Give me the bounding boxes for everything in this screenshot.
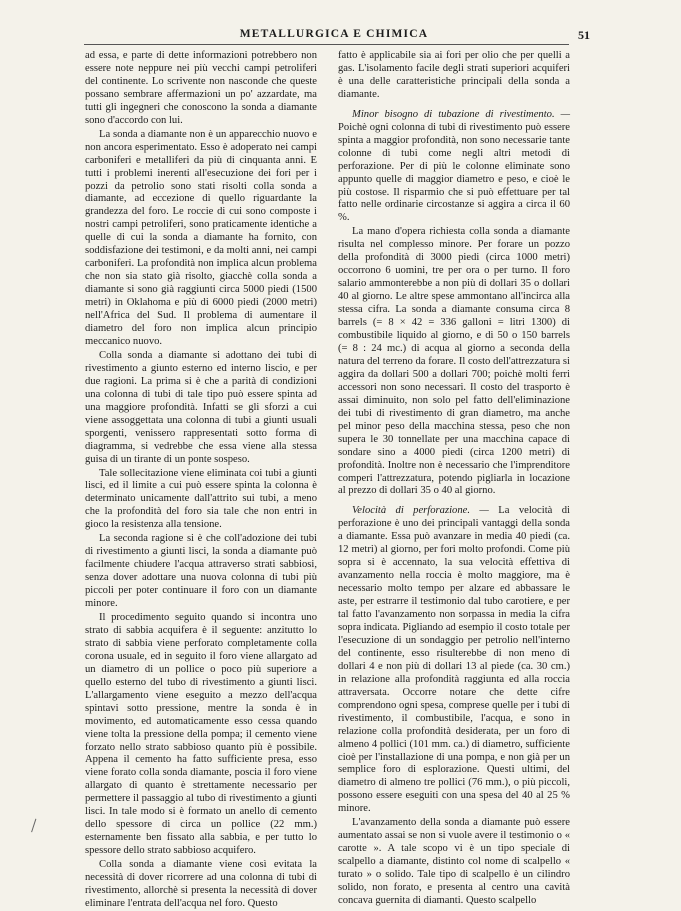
margin-pencil-mark [31,819,46,836]
paragraph: La sonda a diamante non è un apparecchio nuovo e non ancora esperimentato. Esso è adoperato nei campi carboniferi e metalliferi da più di cinquanta anni. E tutti i problemi inerenti all'esecuzione dei fori per i pozzi da petrolio sono stati risolti colla sonda a diamante, ad eccezione di quello riguardante la grandezza del foro. Le roccie di cui sono composte i nostri campi petroliferi, sono praticamente identiche a quelle di cui la sonda a diamante ha fornito, con soddisfazione dei testimoni, e da molti anni, nei campi carboniferi. La profondità non implica alcun problema che non sia stato già risolto, giacchè colla sonda a diamante si sono già raggiunti circa 5000 piedi (1500 metri) in Oklahoma e più di 6000 piedi (2000 metri) nell'Africa del Sud. Il problema di aumentare il diametro del foro non implica alcun principio meccanico nuovo. [85,128,317,347]
paragraph: Colla sonda a diamante viene così evitata la necessità di dover ricorrere ad una colonna di tubi di rivestimento, allorchè si presenta la necessità di dover eliminare l'entrata dell'acqua nel foro. Questo [85,859,317,909]
paragraph: La seconda ragione si è che coll'adozione dei tubi di rivestimento a giunti lisci, la sonda a diamante può facilmente chiudere l'acqua attraverso strati sabbiosi, senza dover adottare una nuova colonna di tubi più piccoli per poter continuare il foro con un diamante minore. [85,533,317,610]
section-body: La velocità di perforazione è uno dei principali vantaggi della sonda a diamante. Essa può avanzare in media 40 piedi (ca. 12 metri) al giorno, per fori molto profondi. Come più sopra si è accennato, la sua velocità effettiva di avanzamento nella roccia è molto maggiore, ma è necessario molto tempo per alzare ed abbassare le aste, per estrarre il testimonio dal tubo carotiere, e per tal fatto l'avanzamento non sorpassa in media la cifra sopra indicata. Pigliando ad esempio il costo totale per l'esecuzione di un sondaggio per petrolio nell'interno del continente, esso risulterebbe di non meno di dollari 4 e non più di dollari 13 al piede (ca. 30 cm.) in relazione alla profondità raggiunta ed alla roccia attraversata. Occorre notare che dette cifre comprendono ogni spesa, comprese quelle per i tubi di rivestimento, il combustibile, l'acqua, e sono in relazione colla profondità desiderata, per un foro di almeno 4 pollici (101 mm. ca.) di diametro, sufficiente cioè per l'installazione di una pompa, e non già per un semplice foro di esplorazione. Questi ultimi, del diametro di almeno tre pollici (76 mm.), o più piccoli, possono essere eseguiti con una spesa del 40 al 25 % minore. [338,505,570,815]
paragraph: L'avanzamento della sonda a diamante può essere aumentato assai se non si vuole avere il testimonio o « carotte ». A tale scopo vi è un tipo speciale di scalpello a diamante, distinto col nome di scalpello « turato » o solido. Tale tipo di scalpello è un cilindro solido, non forato, e presenta al centro una cavità concava guernita di diamanti. Questo scalpello [338,817,570,906]
section-body: Poichè ogni colonna di tubi di rivestimento può essere spinta a maggior profondità, non sono necessarie tante colonne di tubi come negli altri metodi di perforazione. Per di più le colonne eliminate sono appunto quelle di maggior diametro e peso, e cioè le più costose. Il risparmio che si può effettuare per tal fatto nelle ordinarie circostanze si aggira a circa il 60 %. [338,121,570,224]
paragraph: La mano d'opera richiesta colla sonda a diamante risulta nel complesso minore. Per forare un pozzo della profondità di 3000 piedi (circa 1000 metri) occorrono 6 uomini, tre per ora o per turno. Il foro salario ammonterebbe a non più di dollari 35 o dollari 40 al giorno. Le altre spese ammontano all'incirca alla stessa cifra. La sonda a diamante consuma circa 8 barrels (= 8 × 42 = 336 galloni = litri 1300) di combustibile liquido al giorno, e di 50 o 150 barrels (= 8 : 24 mc.) di acqua al giorno a seconda della natura del terreno da forare. Il costo dell'attrezzatura si aggira da dollari 500 a dollari 700; poichè molti ferri accessori non sono necessari. Il costo del trasporto è assai diminuito, non solo pel fatto dell'eliminazione dei tubi di rivestimento di gran diametro, ma anche pel minor peso della macchina stessa, peso che non supera le 30 tonnellate per una macchina capace di sondare sino a 4000 piedi (circa 1200 metri) di profondità. Inoltre non è necessario che l'imprenditore comperi l'attrezzatura, potendo pigliarla in locazione al prezzo di dollari 35 o 40 al giorno. [338,226,570,497]
page-number: 51 [578,28,590,42]
section-paragraph [338,109,570,226]
section-paragraph [338,505,570,816]
section-heading: Minor bisogno di tubazione di rivestimento. — [352,108,570,120]
paragraph: ad essa, e parte di dette informazioni potrebbero non essere note neppure nei più vecchi campi petroliferi del continente. Lo scrivente non nasconde che queste possano sembrare affermazioni un po' azzardate, ma tutti gli ingegneri che conoscono la sonda a diamante sono d'accordo con lui. [85,50,317,126]
right-column [338,50,570,908]
paragraph: Tale sollecitazione viene eliminata coi tubi a giunti lisci, ed il limite a cui può essere spinta la colonna è determinato unicamente dall'attrito sui tubi, a meno che la profondità del foro sia tale che non entri in gioco la resistenza alla tensione. [85,467,317,531]
section-heading: Velocità di perforazione. — [352,505,489,517]
header-rule [84,44,569,45]
paragraph: Colla sonda a diamante si adottano dei tubi di rivestimento a giunto esterno ed interno liscio, e per due ragioni. La prima si è che a parità di condizioni una colonna di tubi di tale tipo può essere spinta ad una maggiore profondità. Infatti se gli sforzi a cui viene assoggettata una colonna di tubi a giunti usuali sporgenti, venissero rappresentati sotto forma di diagramma, si vedrebbe che essa viene alla stessa guisa di un tirante di un ponte sospeso. [85,349,317,465]
paragraph: fatto è applicabile sia ai fori per olio che per quelli a gas. L'isolamento facile degli strati superiori acquiferi è una delle caratteristiche principali della sonda a diamante. [338,50,570,100]
paragraph: Il procedimento seguito quando si incontra uno strato di sabbia acquifera è il seguente: anzitutto lo strato di sabbia viene perforato completamente colla corona usuale, ed in seguito il foro viene allargato ad un diametro di un pollice o poco più superiore a quello esterno del tubo di rivestimento a giunti lisci. L'allargamento viene eseguito a mezzo dell'acqua spintavi sotto pressione, mentre la sonda è in movimento, ed automaticamente esso cessa quando viene tolta la pressione della pompa; il cemento viene forzato nello strato sabbioso quanto più è possibile. Appena il cemento ha fatto sufficiente presa, esso viene forato colla sonda diamante, poscia il foro viene allargato di quanto è strettamente necessario per permettere il passaggio al tubo di rivestimento a giunti lisci. In tale modo si è formato un anello di cemento dello spessore di circa un pollice (22 mm.) esternamente ben fissato alla sabbia, e per tutto lo spessore dello strato sabbioso acquifero. [85,611,317,857]
running-title: METALLURGICA E CHIMICA [239,28,429,40]
left-column [85,50,317,911]
